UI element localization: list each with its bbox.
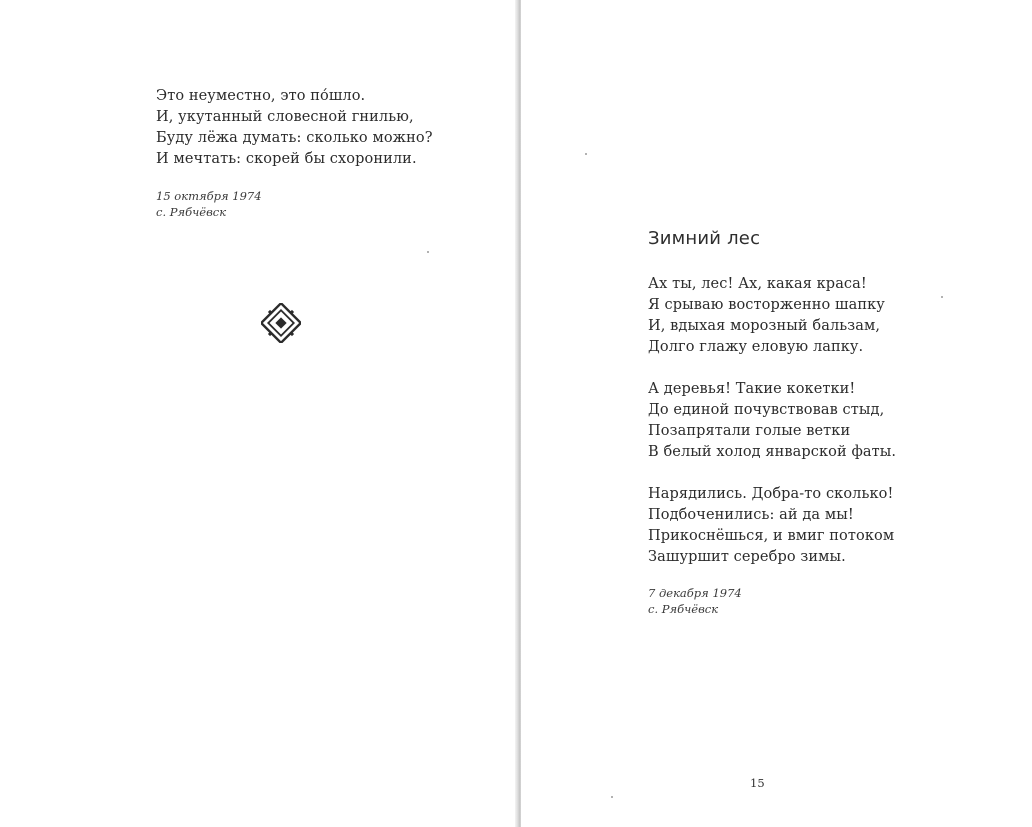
diamond-ornament-icon xyxy=(261,303,301,343)
paper-speck xyxy=(611,796,613,798)
poem-place: с. Рябчёвск xyxy=(156,205,227,219)
paper-speck xyxy=(941,296,943,298)
verse-line: Прикоснёшься, и вмиг потоком xyxy=(648,528,895,544)
page-number: 15 xyxy=(750,776,765,790)
verse-line: Позапрятали голые ветки xyxy=(648,423,851,439)
stanza-break xyxy=(648,358,896,379)
left-poem-ending xyxy=(156,86,433,170)
verse-line: И, вдыхая морозный бальзам, xyxy=(648,318,881,334)
paper-speck xyxy=(427,251,429,253)
verse-line: Подбоченились: ай да мы! xyxy=(648,507,854,523)
verse-line: В белый холод январской фаты. xyxy=(648,444,897,460)
verse-line: Зашуршит серебро зимы. xyxy=(648,549,846,565)
stanza-break xyxy=(648,463,896,484)
verse-line: А деревья! Такие кокетки! xyxy=(648,381,856,397)
poem-date: 7 декабря 1974 xyxy=(648,586,742,600)
verse-line: Долго глажу еловую лапку. xyxy=(648,339,864,355)
left-poem-dateline xyxy=(156,188,262,220)
paper-speck xyxy=(585,153,587,155)
verse-line: До единой почувствовав стыд, xyxy=(648,402,885,418)
verse-line: И мечтать: скорей бы схоронили. xyxy=(156,151,417,167)
verse-line: Нарядились. Добра-то сколько! xyxy=(648,486,894,502)
right-poem-body xyxy=(648,274,896,568)
verse-line: Это неуместно, это по́шло. xyxy=(156,88,366,104)
verse-line: Я срываю восторженно шапку xyxy=(648,297,885,313)
right-poem-dateline xyxy=(648,585,742,617)
verse-line: И, укутанный словесной гнилью, xyxy=(156,109,414,125)
poem-title: Зимний лес xyxy=(648,228,761,249)
poem-date: 15 октября 1974 xyxy=(156,189,262,203)
poem-place: с. Рябчёвск xyxy=(648,602,719,616)
verse-line: Ах ты, лес! Ах, какая краса! xyxy=(648,276,867,292)
verse-line: Буду лёжа думать: сколько можно? xyxy=(156,130,433,146)
